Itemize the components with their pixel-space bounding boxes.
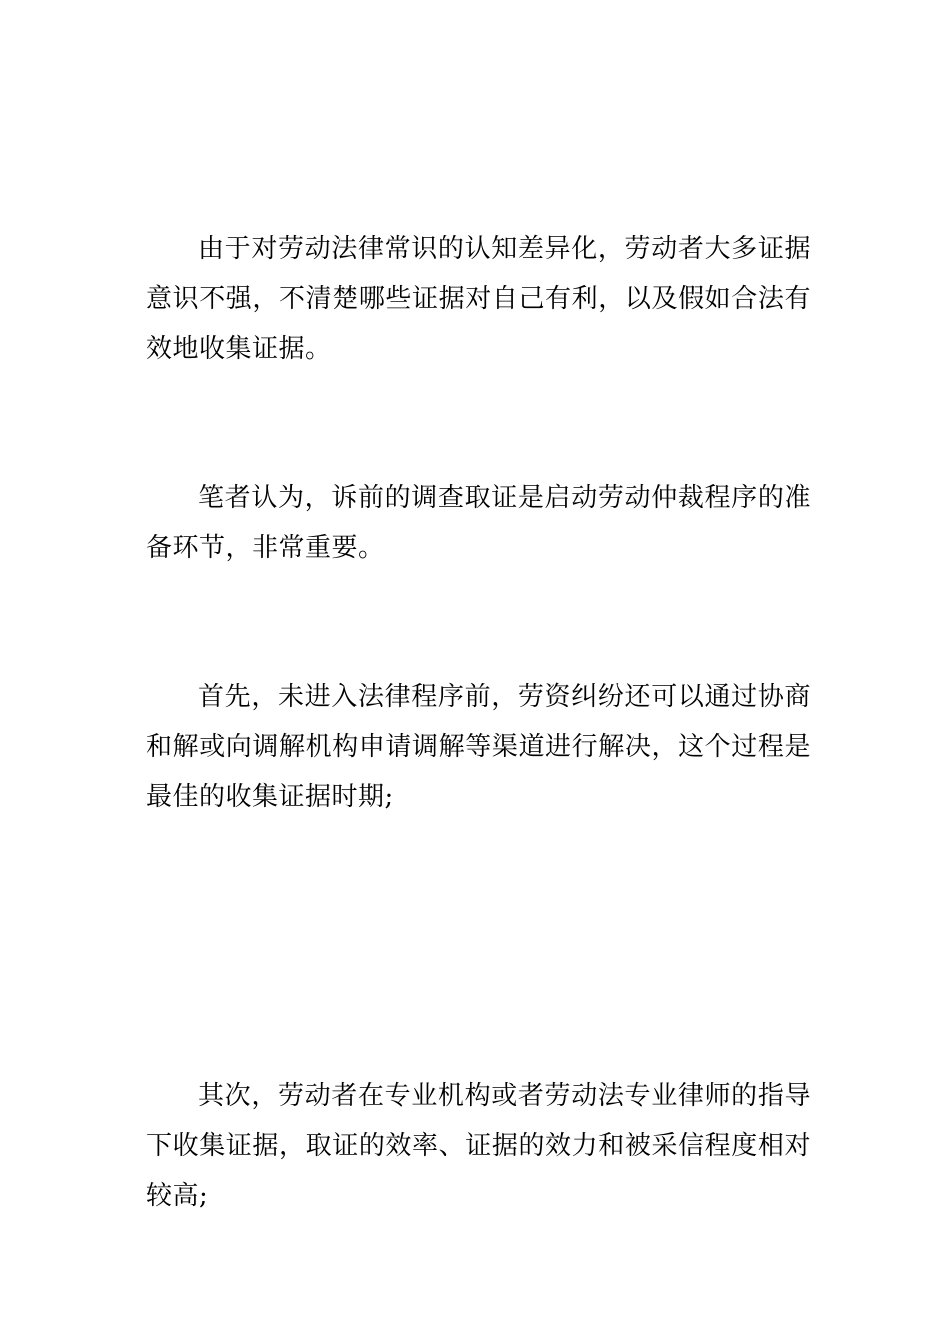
paragraph-4: 其次，劳动者在专业机构或者劳动法专业律师的指导下收集证据，取证的效率、证据的效力和被采信程度相对较高; (146, 1081, 811, 1211)
paragraph-1: 由于对劳动法律常识的认知差异化，劳动者大多证据意识不强，不清楚哪些证据对自己有利，以及假如合法有效地收集证据。 (146, 234, 811, 364)
paragraph-2: 笔者认为，诉前的调查取证是启动劳动仲裁程序的准备环节，非常重要。 (146, 483, 811, 563)
paragraph-3: 首先，未进入法律程序前，劳资纠纷还可以通过协商和解或向调解机构申请调解等渠道进行解决，这个过程是最佳的收集证据时期; (146, 682, 811, 812)
